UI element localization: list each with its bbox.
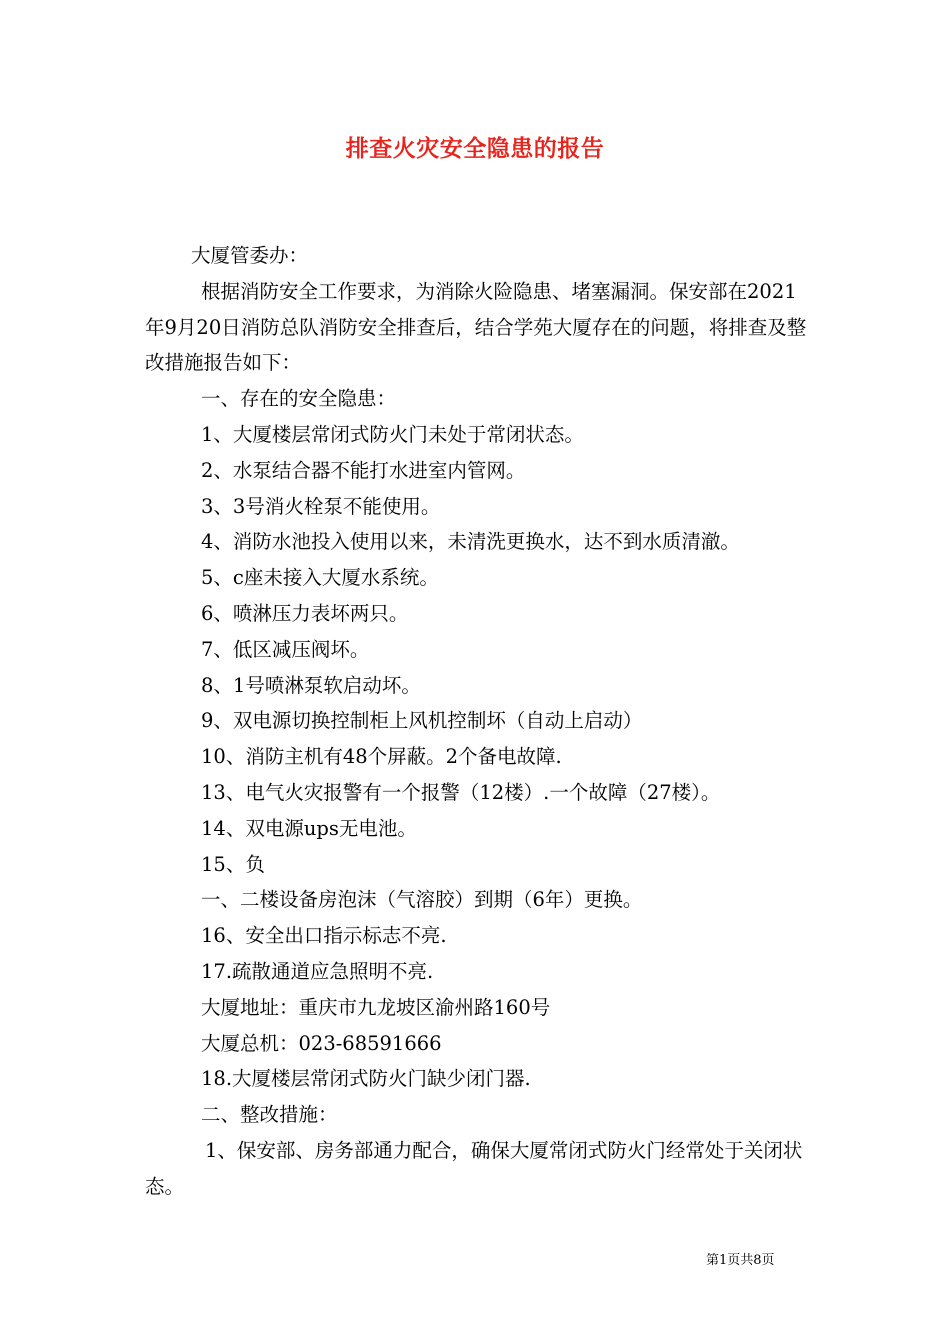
building-address: 大厦地址：重庆市九龙坡区渝州路160号 [201, 995, 551, 1019]
list-item: 2、水泵结合器不能打水进室内管网。 [201, 458, 526, 482]
building-phone: 大厦总机：023-68591666 [201, 1031, 442, 1055]
list-item: 8、1号喷淋泵软启动坏。 [201, 673, 421, 697]
list-item: 9、双电源切换控制柜上风机控制坏（自动上启动） [201, 709, 643, 733]
document-body [145, 238, 810, 1205]
document-title: 排查火灾安全隐患的报告 [345, 135, 605, 162]
section-heading-hazards: 一、存在的安全隐患： [201, 387, 397, 411]
section-heading-measures: 二、整改措施： [201, 1103, 338, 1127]
measure-item: 1、保安部、房务部通力配合，确保大厦常闭式防火门经常处于关闭状态。 [145, 1138, 803, 1198]
page-number: 第1页共8页 [706, 1253, 775, 1268]
list-item: 1、大厦楼层常闭式防火门未处于常闭状态。 [201, 422, 584, 446]
list-item: 6、喷淋压力表坏两只。 [201, 601, 409, 625]
list-item: 4、消防水池投入使用以来，未清洗更换水，达不到水质清澈。 [201, 530, 740, 554]
list-item: 5、c座未接入大厦水系统。 [201, 566, 439, 590]
list-item: 18.大厦楼层常闭式防火门缺少闭门器. [201, 1067, 531, 1091]
list-item: 7、低区减压阀坏。 [201, 637, 370, 661]
list-item: 17.疏散通道应急照明不亮. [201, 959, 434, 983]
list-item: 一、二楼设备房泡沫（气溶胶）到期（6年）更换。 [201, 888, 643, 912]
list-item: 15、负 [201, 852, 265, 876]
list-item: 16、安全出口指示标志不亮. [201, 924, 447, 948]
list-item: 14、双电源ups无电池。 [201, 816, 417, 840]
list-item: 10、消防主机有48个屏蔽。2个备电故障. [201, 745, 562, 769]
intro-paragraph: 根据消防安全工作要求，为消除火险隐患、堵塞漏洞。保安部在2021年9月20日消防总队消防安全排查后，结合学苑大厦存在的问题，将排查及整改措施报告如下： [145, 279, 807, 375]
list-item: 3、3号消火栓泵不能使用。 [201, 494, 441, 518]
list-item: 13、电气火灾报警有一个报警（12楼）.一个故障（27楼）。 [201, 780, 721, 804]
salutation: 大厦管委办： [191, 244, 309, 267]
